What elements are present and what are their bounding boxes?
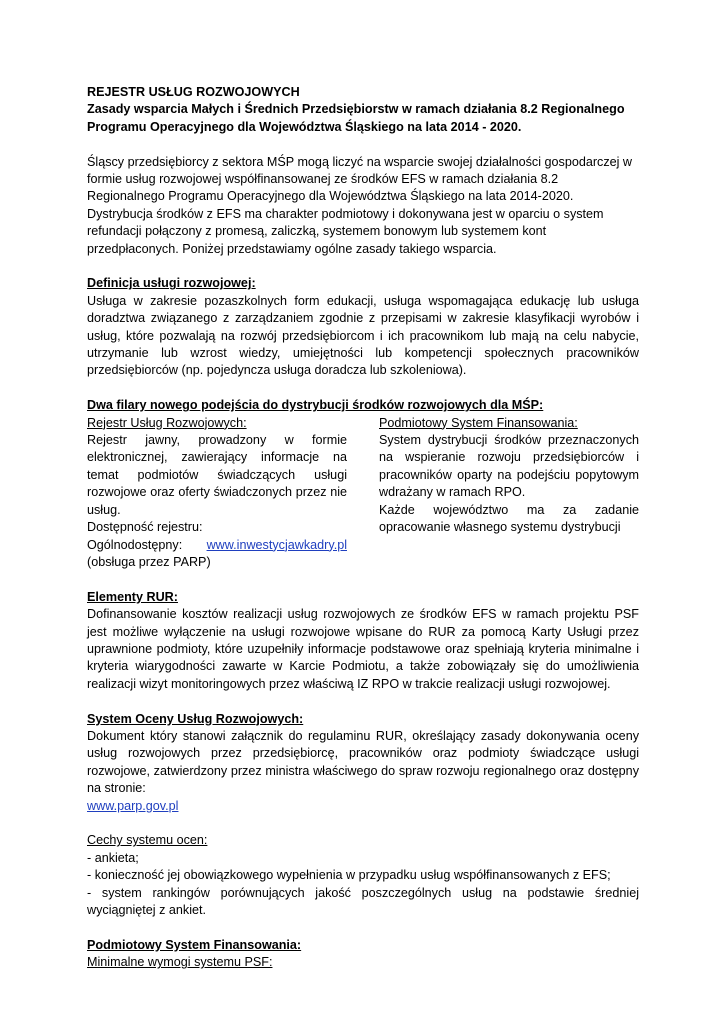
pillar-rur-heading: Rejestr Usług Rozwojowych: [87,415,247,430]
feature-item: - system rankingów porównujących jakość poszczególnych usług na podstawie średniej wyciągniętej z ankiet. [87,885,639,917]
pillar-psf-text: System dystrybucji środków przeznaczonych na wspieranie rozwoju przedsiębiorców i pracowników oparty na podejściu popytowym wdrażany w ramach RPO. [379,433,639,500]
access-row [87,537,347,554]
document-page [87,84,639,972]
feature-item: - konieczność jej obowiązkowego wypełnienia w przypadku usług współfinansowanych z EFS; [87,868,611,883]
features-heading: Cechy systemu ocen: [87,833,208,848]
psf-subheading: Minimalne wymogi systemu PSF: [87,955,273,970]
document-subtitle: Zasady wsparcia Małych i Średnich Przedsiębiorstw w ramach działania 8.2 Regionalnego Programu Operacyjnego dla Województwa Śląskiego na lata 2014 - 2020. [87,102,625,134]
access-label: Ogólnodostępny: [87,537,183,552]
rating-system-heading: System Oceny Usług Rozwojowych: [87,711,304,726]
definition-heading: Definicja usługi rozwojowej: [87,276,256,291]
pillar-psf-text-2: Każde województwo ma za zadanie opracowanie własnego systemu dystrybucji [379,502,639,535]
inwestycjawkadry-link[interactable]: www.inwestycjawkadry.pl [206,537,347,552]
parp-link[interactable]: www.parp.gov.pl [87,798,179,813]
feature-item: - ankieta; [87,850,139,865]
pillar-rur [87,415,347,572]
rating-link-line [87,798,639,815]
operator-note: (obsługa przez PARP) [87,554,211,569]
definition-text: Usługa w zakresie pozaszkolnych form edukacji, usługa wspomagająca edukację lub usługa doradztwa związanego z zarządzaniem zgodnie z przepisami w zakresie klasyfikacji wyrobów i usług, które pozwalają na rozwój przedsiębiorcom i ich pracownikom lub mają na celu nabycie, utrzymanie lub wzrost wiedzy, umiejętności lub kompetencji społecznych pracowników przedsiębiorców (np. pojedyncza usługa doradcza lub szkoleniowa). [87,293,639,378]
elements-text: Dofinansowanie kosztów realizacji usług rozwojowych ze środków EFS w ramach projektu PSF jest możliwe wyłączenie na usługi rozwojowe wpisane do RUR za pomocą Karty Usługi przez uprawnione podmioty, które uzupełniły informacje podstawowe oraz spełniają kryteria minimalne i kryteria wiarygodności zawarte w Karcie Podmiotu, a także zobowiązały się do umożliwienia realizacji wizyt monitoringowych przez właściwą IZ RPO w trakcie realizacji usługi rozwojowej. [87,607,639,691]
pillars-columns [87,415,639,572]
psf-heading: Podmiotowy System Finansowania: [87,937,302,952]
availability-label: Dostępność rejestru: [87,520,203,535]
pillar-rur-text: Rejestr jawny, prowadzony w formie elektronicznej, zawierający informacje na temat podmiotów świadczących usługi rozwojowe oraz oferty świadczonych przez nie usług. [87,433,347,517]
pillar-psf [379,415,639,572]
pillars-heading: Dwa filary nowego podejścia do dystrybucji środków rozwojowych dla MŚP: [87,398,544,413]
document-title: REJESTR USŁUG ROZWOJOWYCH [87,85,300,99]
rating-system-text: Dokument który stanowi załącznik do regulaminu RUR, określający zasady dokonywania oceny usług rozwojowych przez przedsiębiorcę, pracowników oraz podmioty świadczące usługi rozwojowe, zatwierdzony przez ministra właściwego do spraw rozwoju regionalnego oraz dostępny na stronie: [87,728,639,796]
intro-paragraph: Śląscy przedsiębiorcy z sektora MŚP mogą liczyć na wsparcie swojej działalności gospodarczej w formie usług rozwojowej współfinansowanej ze środków EFS w ramach działania 8.2 Regionalnego Programu Operacyjnego dla Województwa Śląskiego na lata 2014-2020. Dystrybucja środków z EFS ma charakter podmiotowy i dokonywana jest w oparciu o system refundacji połączony z promesą, zaliczką, systemem bonowym lub systemem kont przedpłaconych. Poniżej przedstawiamy ogólne zasady takiego wsparcia. [87,154,633,256]
pillar-psf-heading: Podmiotowy System Finansowania: [379,415,578,430]
elements-heading: Elementy RUR: [87,589,178,604]
